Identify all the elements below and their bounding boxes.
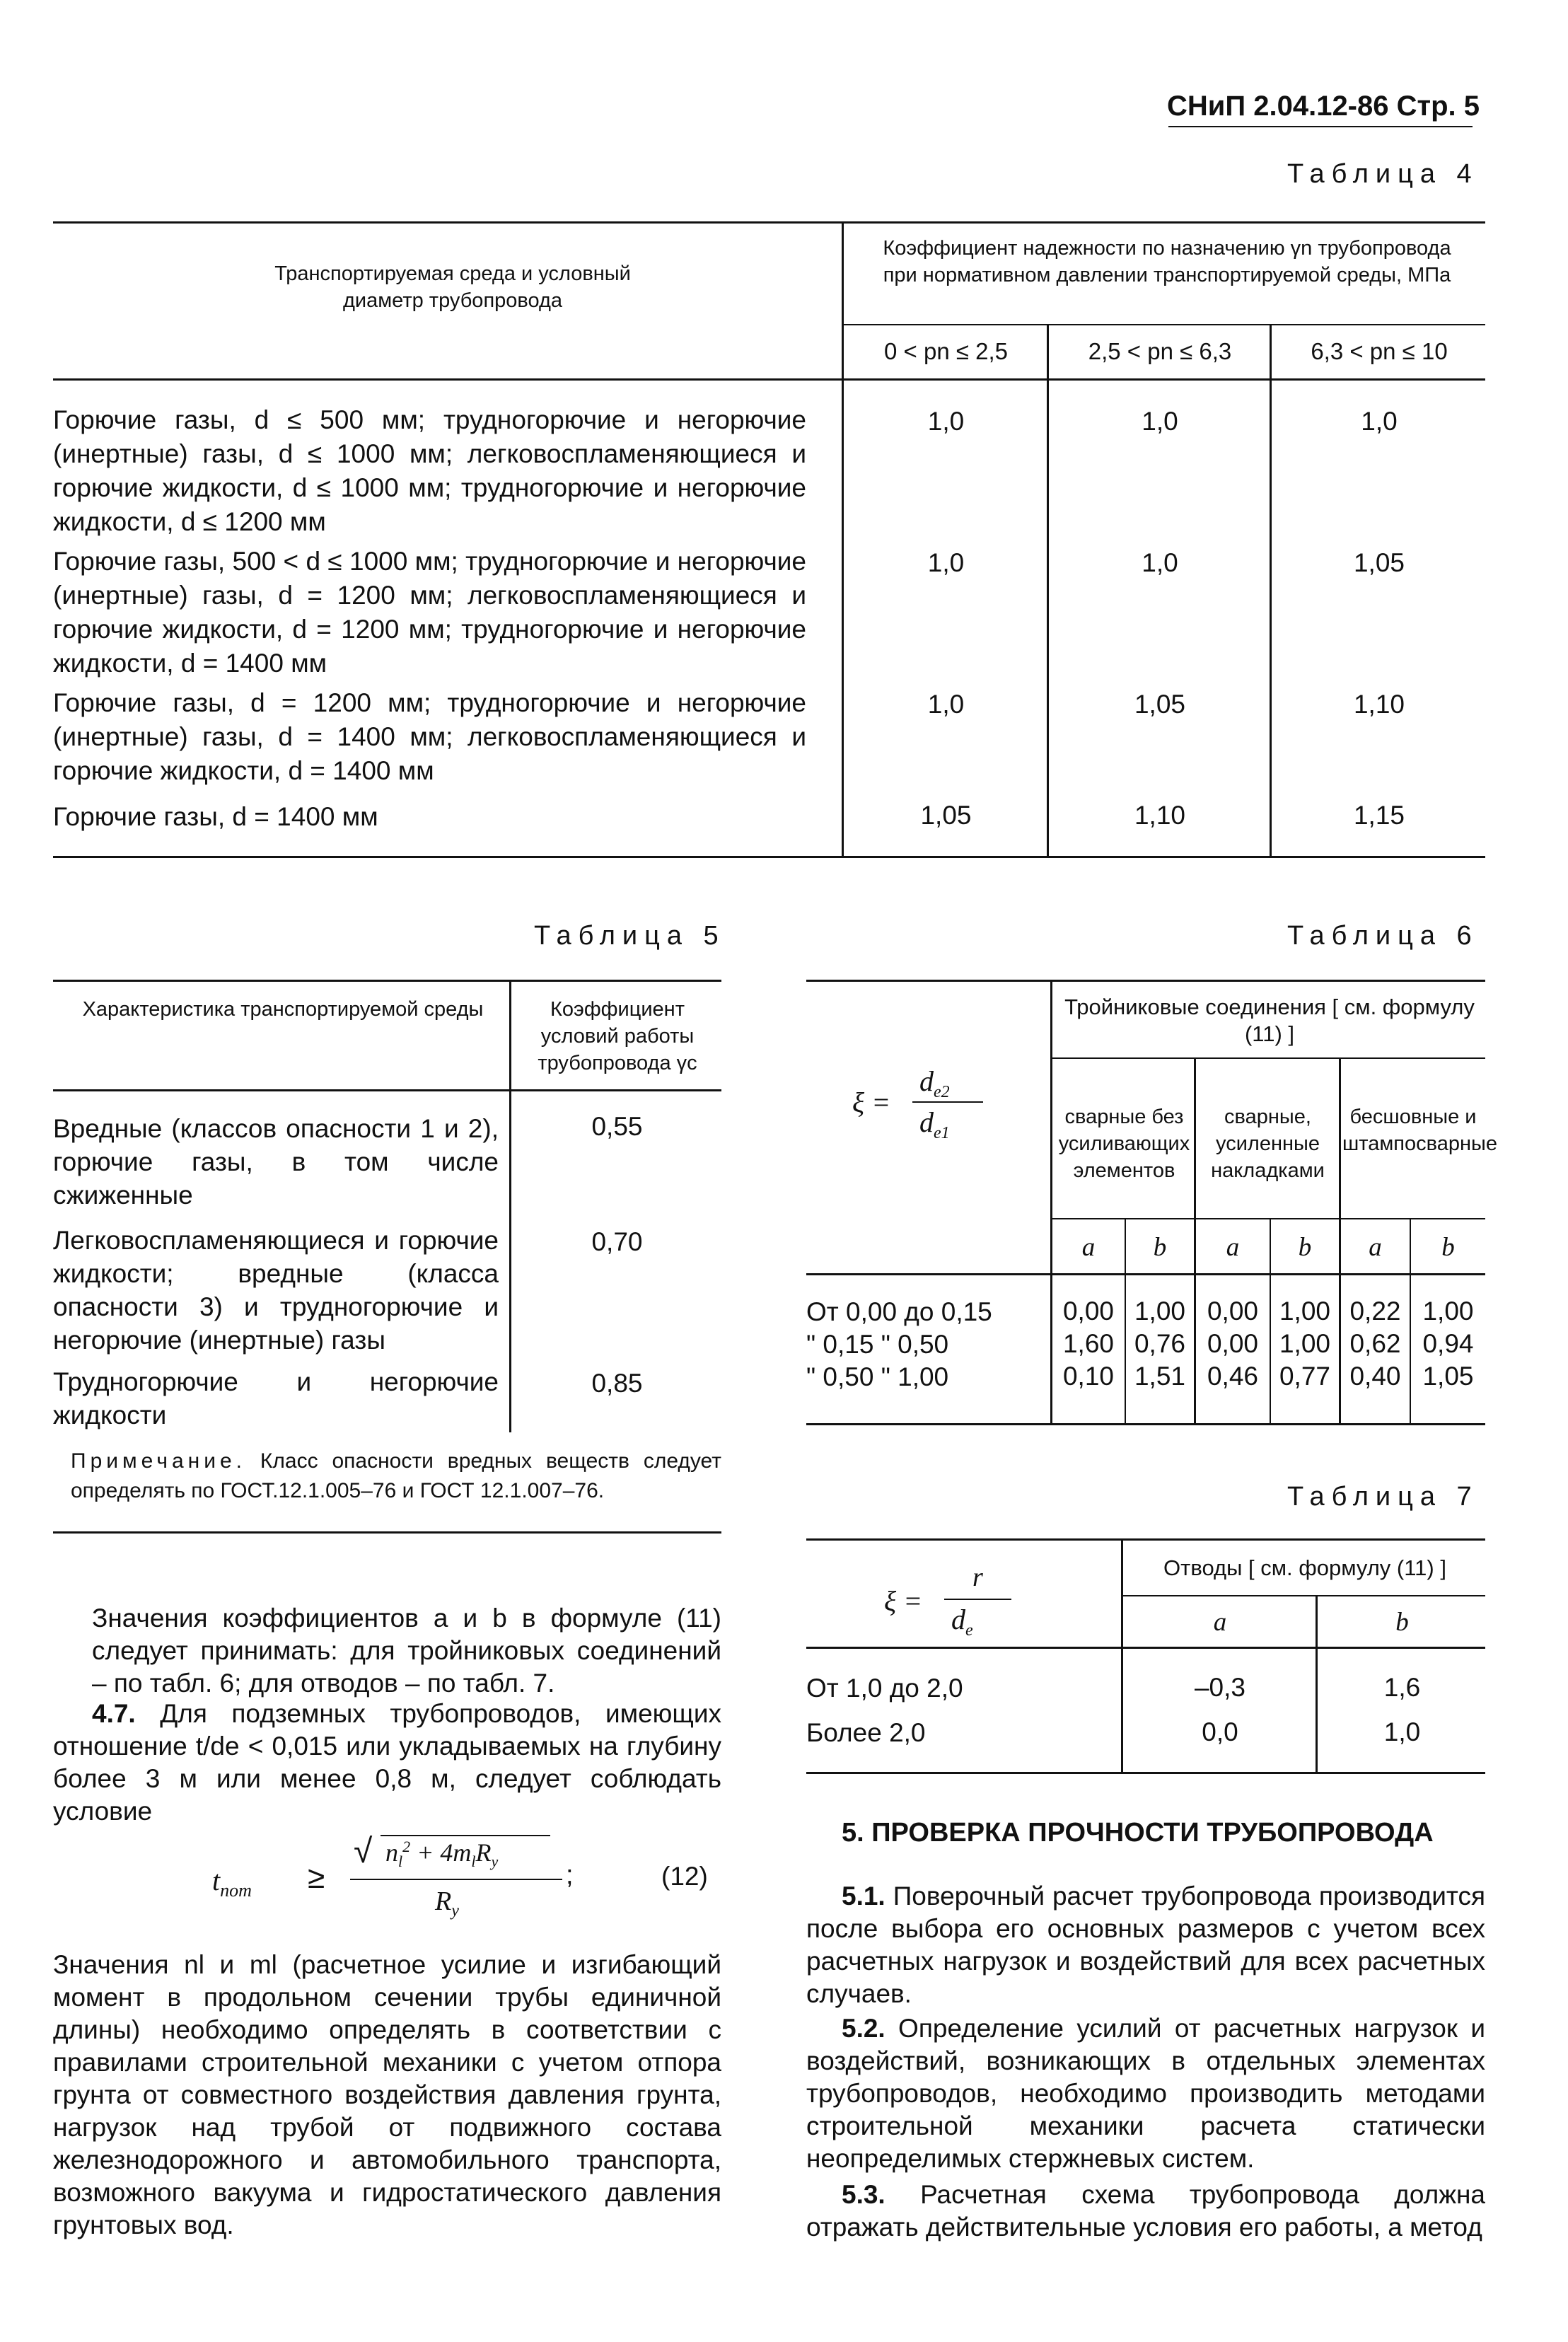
paragraph-5-1-number: 5.1. — [842, 1882, 885, 1911]
section-5-title: 5. ПРОВЕРКА ПРОЧНОСТИ ТРУБОПРОВОДА — [842, 1818, 1434, 1848]
table7-row2-a: 0,0 — [1202, 1717, 1238, 1746]
table4-row4-v2: 1,10 — [1134, 801, 1185, 830]
table7-ab-b: b — [1395, 1608, 1409, 1637]
table5-bottom-rule — [53, 1531, 721, 1534]
table4-row3-medium: Горючие газы, d = 1200 мм; трудногорючие и негорючие (инертные) газы, d = 1400 мм; легковоспламеняющиеся и горючие жидкости, d = 1400 мм — [53, 688, 806, 785]
table4-row2-medium: Горючие газы, 500 < d ≤ 1000 мм; трудногорючие и негорючие (инертные) газы, d = 1200 мм; легковоспламеняющиеся и горючие жидкости, d = 1200 мм; трудногорючие и негорючие жидкости, d = 1400 мм — [53, 547, 806, 678]
page-header: СНиП 2.04.12-86 Стр. 5 — [1167, 91, 1480, 122]
table6-bottom-rule — [806, 1423, 1485, 1425]
table7-row1-range: От 1,0 до 2,0 — [806, 1674, 963, 1703]
table4-row1-v2: 1,0 — [1142, 407, 1178, 436]
table6-ab-2: b — [1153, 1233, 1167, 1262]
table5-row2-value: 0,70 — [591, 1227, 643, 1256]
paragraph-5-2-text: Определение усилий от расчетных нагрузок и воздействий, возникающих в отдельных элементах трубопроводов, необходимо производить методами строительной механики расчета статически неопределимых стержневых систем. — [806, 2014, 1485, 2173]
table6-header-rule — [806, 1273, 1485, 1275]
table6-r2-c6: 0,94 — [1422, 1329, 1474, 1358]
paragraph-5-1-text: Поверочный расчет трубопровода производится после выбора его основных размеров с учетом всех расчетных нагрузок и воздействий для всех расчетных случаев. — [806, 1882, 1486, 2008]
paragraph-coefficients: Значения коэффициентов a и b в формуле (11) следует принимать: для тройниковых соединений – по табл. 6; для отводов – по табл. 7. — [92, 1604, 721, 1698]
table6-ab-1: a — [1081, 1233, 1096, 1262]
table6-r3-c1: 0,10 — [1062, 1362, 1114, 1391]
table5-row3-medium: Трудногорючие и негорючие жидкости — [53, 1367, 499, 1430]
table7-sub-rule — [1121, 1595, 1485, 1596]
table6-r2-c2: 0,76 — [1134, 1329, 1185, 1358]
table4-row2-v2: 1,0 — [1142, 548, 1178, 577]
table6-top-rule — [806, 980, 1485, 982]
table4-col1-header: Транспортируемая среда и условный диаметр трубопровода — [274, 262, 631, 312]
table7-header-rule — [806, 1647, 1485, 1649]
table4-vline-2 — [1047, 324, 1049, 858]
table6-r2-c1: 1,60 — [1062, 1329, 1114, 1358]
table4-vline-3 — [1270, 324, 1272, 858]
table5-top-rule — [53, 980, 721, 982]
table4-coef-header: Коэффициент надежности по назначению γn трубопровода при нормативном давлении транспортируемой среды, МПа — [883, 237, 1451, 286]
table6-ab-5: a — [1369, 1233, 1382, 1262]
table6-r3-c2: 1,51 — [1134, 1362, 1185, 1391]
table5-row2-medium: Легковоспламеняющиеся и горючие жидкости; вредные (класса опасности 3) и трудногорючие и негорючие (инертные) газы — [53, 1226, 499, 1355]
paragraph-4-7-text: Для подземных трубопроводов, имеющих отношение t/de < 0,015 или укладываемых на глубину более 3 м или менее 0,8 м, следует соблюдать условие — [53, 1699, 722, 1826]
table6-r1-c4: 1,00 — [1279, 1297, 1330, 1326]
table7-caption: Таблица 7 — [1287, 1482, 1479, 1512]
paragraph-5-3 — [806, 2179, 1485, 2244]
paragraph-nl-ml: Значения nl и ml (расчетное усилие и изгибающий момент в продольном сечении трубы единичной длины) необходимо определять в соответствии с правилами строительной механики с учетом отпора грунта от совместного воздействия давления грунта, нагрузок над трубой от подвижного состава железнодорожного и автомобильного транспорта, возможного вакуума и гидростатического давления грунтовых вод. — [53, 1950, 721, 2239]
paragraph-4-7-number: 4.7. — [92, 1699, 136, 1728]
table6-r3-c3: 0,46 — [1207, 1362, 1258, 1391]
table4-row3-v2: 1,05 — [1134, 690, 1185, 719]
table5-col1-header: Характеристика транспортируемой среды — [82, 998, 484, 1021]
table6-r2-c3: 0,00 — [1207, 1329, 1258, 1358]
table5-caption: Таблица 5 — [534, 921, 726, 951]
table5-row3-value: 0,85 — [591, 1369, 643, 1398]
table5-header-rule — [53, 1089, 721, 1091]
table6-caption: Таблица 6 — [1287, 921, 1479, 951]
table7-xi-formula: ξ = r $d_e$ — [884, 1563, 1040, 1641]
paragraph-5-2-number: 5.2. — [842, 2014, 885, 2043]
table5-col2-header: Коэффициент условий работы трубопровода γc — [538, 998, 697, 1074]
table4-top-rule — [53, 221, 1485, 224]
table7-bottom-rule — [806, 1772, 1485, 1774]
formula-12: $t_{nom}$ ≥ √ $n_l^2 + 4m_lR_y$ $R_y$ ; — [212, 1833, 574, 1920]
header-underline — [1168, 126, 1473, 127]
table6-r2-c5: 0,62 — [1349, 1329, 1401, 1358]
table5-row1-medium: Вредные (классов опасности 1 и 2), горючие газы, в том числе сжиженные — [53, 1114, 499, 1210]
table7-row2-b: 1,0 — [1383, 1717, 1421, 1746]
table6-ab-4: b — [1298, 1233, 1312, 1262]
table7-group-header: Отводы [ см. формулу (11) ] — [1163, 1555, 1446, 1580]
table7-row1-a: –0,3 — [1194, 1673, 1245, 1702]
table4-range-3: 6,3 < pn ≤ 10 — [1311, 338, 1448, 364]
table4-caption: Таблица 4 — [1287, 159, 1479, 189]
table4-row1-v3: 1,0 — [1361, 407, 1398, 436]
table6-r1-c1: 0,00 — [1062, 1297, 1114, 1326]
table4-row2-v3: 1,05 — [1353, 548, 1405, 577]
formula-12-number: (12) — [661, 1862, 708, 1891]
table6-r2-c4: 1,00 — [1279, 1329, 1330, 1358]
table6-range-2: " 0,15 " 0,50 — [806, 1330, 949, 1359]
table4-row1-v1: 1,0 — [927, 407, 965, 436]
paragraph-5-1 — [806, 1880, 1485, 2010]
table4-vline-1 — [842, 221, 844, 858]
paragraph-5-2 — [806, 2012, 1485, 2175]
table6-r3-c5: 0,40 — [1349, 1362, 1401, 1391]
table5-row1-value: 0,55 — [591, 1112, 643, 1141]
paragraph-5-3-number: 5.3. — [842, 2180, 885, 2209]
table6-ab-3: a — [1226, 1233, 1240, 1262]
table4-range-1: 0 < pn ≤ 2,5 — [884, 338, 1008, 364]
paragraph-5-3-text: Расчетная схема трубопровода должна отражать действительные условия его работы, а метод — [806, 2180, 1486, 2242]
table4-row3-v1: 1,0 — [927, 690, 965, 719]
table4-sub-rule — [842, 324, 1485, 325]
table7-vline-2 — [1316, 1595, 1318, 1773]
table7-ab-a: a — [1213, 1608, 1227, 1637]
table5-note — [71, 1447, 721, 1506]
table6-sub-header-1: сварные без усиливающих элементов — [1058, 1106, 1190, 1182]
table7-row1-b: 1,6 — [1383, 1673, 1421, 1702]
table6-sub-header-3: бесшовные и штампосварные — [1342, 1106, 1497, 1155]
table6-group-header: Тройниковые соединения [ см. формулу (11) ] — [1064, 995, 1475, 1046]
table6-range-1: От 0,00 до 0,15 — [806, 1297, 992, 1326]
table6-r1-c5: 0,22 — [1349, 1297, 1401, 1326]
table6-r1-c2: 1,00 — [1134, 1297, 1185, 1326]
table5-note-label: Примечание. — [71, 1449, 246, 1473]
table7-top-rule — [806, 1538, 1485, 1541]
table6-sub-rule — [1050, 1218, 1485, 1219]
table4-row1-medium: Горючие газы, d ≤ 500 мм; трудногорючие и негорючие (инертные) газы, d ≤ 1000 мм; легковоспламеняющиеся и горючие жидкости, d ≤ 1000 мм; трудногорючие и негорючие жидкости, d ≤ 1200 мм — [53, 405, 806, 536]
table4-row4-medium: Горючие газы, d = 1400 мм — [53, 802, 378, 831]
table5-vline — [509, 980, 511, 1432]
table4-range-2: 2,5 < pn ≤ 6,3 — [1088, 338, 1232, 364]
table6-xi-formula: ξ = $d_{e2}$ $d_{e1}$ — [852, 1065, 1008, 1142]
table6-r1-c6: 1,00 — [1422, 1297, 1474, 1326]
table6-sub-header-2: сварные, усиленные накладками — [1211, 1106, 1325, 1182]
table6-ab-6: b — [1441, 1233, 1455, 1262]
paragraph-4-7 — [53, 1698, 721, 1828]
table4-row3-v3: 1,10 — [1353, 690, 1405, 719]
table6-r1-c3: 0,00 — [1207, 1297, 1258, 1326]
table7-row2-range: Более 2,0 — [806, 1718, 926, 1747]
table6-group-rule — [1050, 1057, 1485, 1059]
table4-row4-v3: 1,15 — [1353, 801, 1405, 830]
table6-r3-c6: 1,05 — [1422, 1362, 1474, 1391]
table6-range-3: " 0,50 " 1,00 — [806, 1362, 949, 1391]
table4-row2-v1: 1,0 — [927, 548, 965, 577]
table5-note-text: Класс опасности вредных веществ следует определять по ГОСТ.12.1.005–76 и ГОСТ 12.1.007–76. — [71, 1449, 721, 1502]
table7-vline-1 — [1121, 1538, 1123, 1773]
table6-r3-c4: 0,77 — [1279, 1362, 1330, 1391]
table4-row4-v1: 1,05 — [920, 801, 972, 830]
